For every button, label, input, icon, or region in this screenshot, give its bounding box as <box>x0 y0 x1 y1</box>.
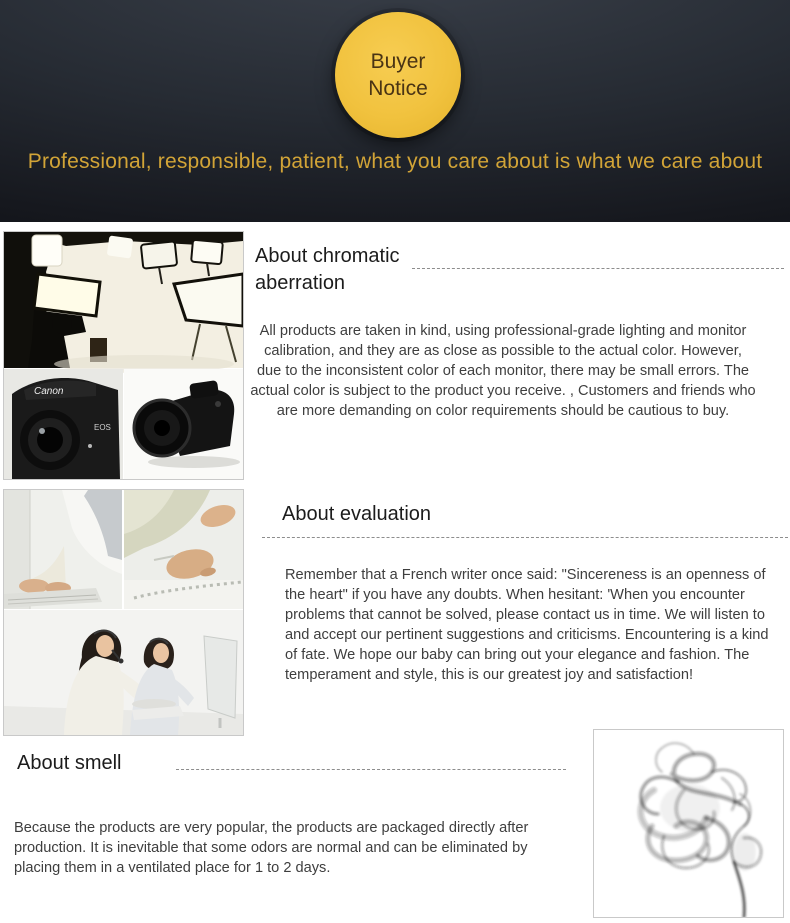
dashed-divider <box>412 268 784 269</box>
hero-tagline: Professional, responsible, patient, what you care about is what we care about <box>27 150 763 173</box>
smoke-photo <box>593 729 784 918</box>
studio-cameras-photo <box>3 231 244 480</box>
customer-service-illustration <box>4 490 243 735</box>
badge-label: Buyer Notice <box>368 50 428 100</box>
section-title-smell: About smell <box>17 752 122 774</box>
smoke-illustration <box>594 730 783 917</box>
customer-service-photo <box>3 489 244 736</box>
studio-cameras-illustration <box>4 232 243 479</box>
section-title-chromatic: About chromatic aberration <box>255 245 400 294</box>
section-body-smell: Because the products are very popular, the products are packaged directly after production. It is inevitable that some odors are normal and can be eliminated by placing them in a ventilated place for 1 to 2 days. <box>14 820 529 876</box>
section-body-evaluation: Remember that a French writer once said: "Sincereness is an openness of the heart" if you have any doubts. When hesitant: 'When you encounter problems that cannot be solved, please contact us in time. We will listen to and accept our pertinent suggestions and criticisms. Encountering is a kind of fate. We hope our baby can bring out your elegance and fashion. The temperament and style, this is our greatest joy and satisfaction! <box>285 567 769 683</box>
camera-brand-label: Canon <box>34 386 64 397</box>
dashed-divider <box>176 769 566 770</box>
buyer-notice-badge <box>335 12 461 138</box>
hero-banner <box>0 0 790 222</box>
section-title-evaluation: About evaluation <box>282 503 432 525</box>
section-body-chromatic: All products are taken in kind, using professional-grade lighting and monitor calibration, and they are as close as possible to the actual color. However, due to the inconsistent color of each monitor, there may be small errors. The actual color is subject to the product you receive. , Customers and friends who are more demanding on color requirements should be cautious to buy. <box>250 323 756 419</box>
dashed-divider <box>262 537 788 538</box>
camera-model-label: EOS <box>94 423 111 432</box>
